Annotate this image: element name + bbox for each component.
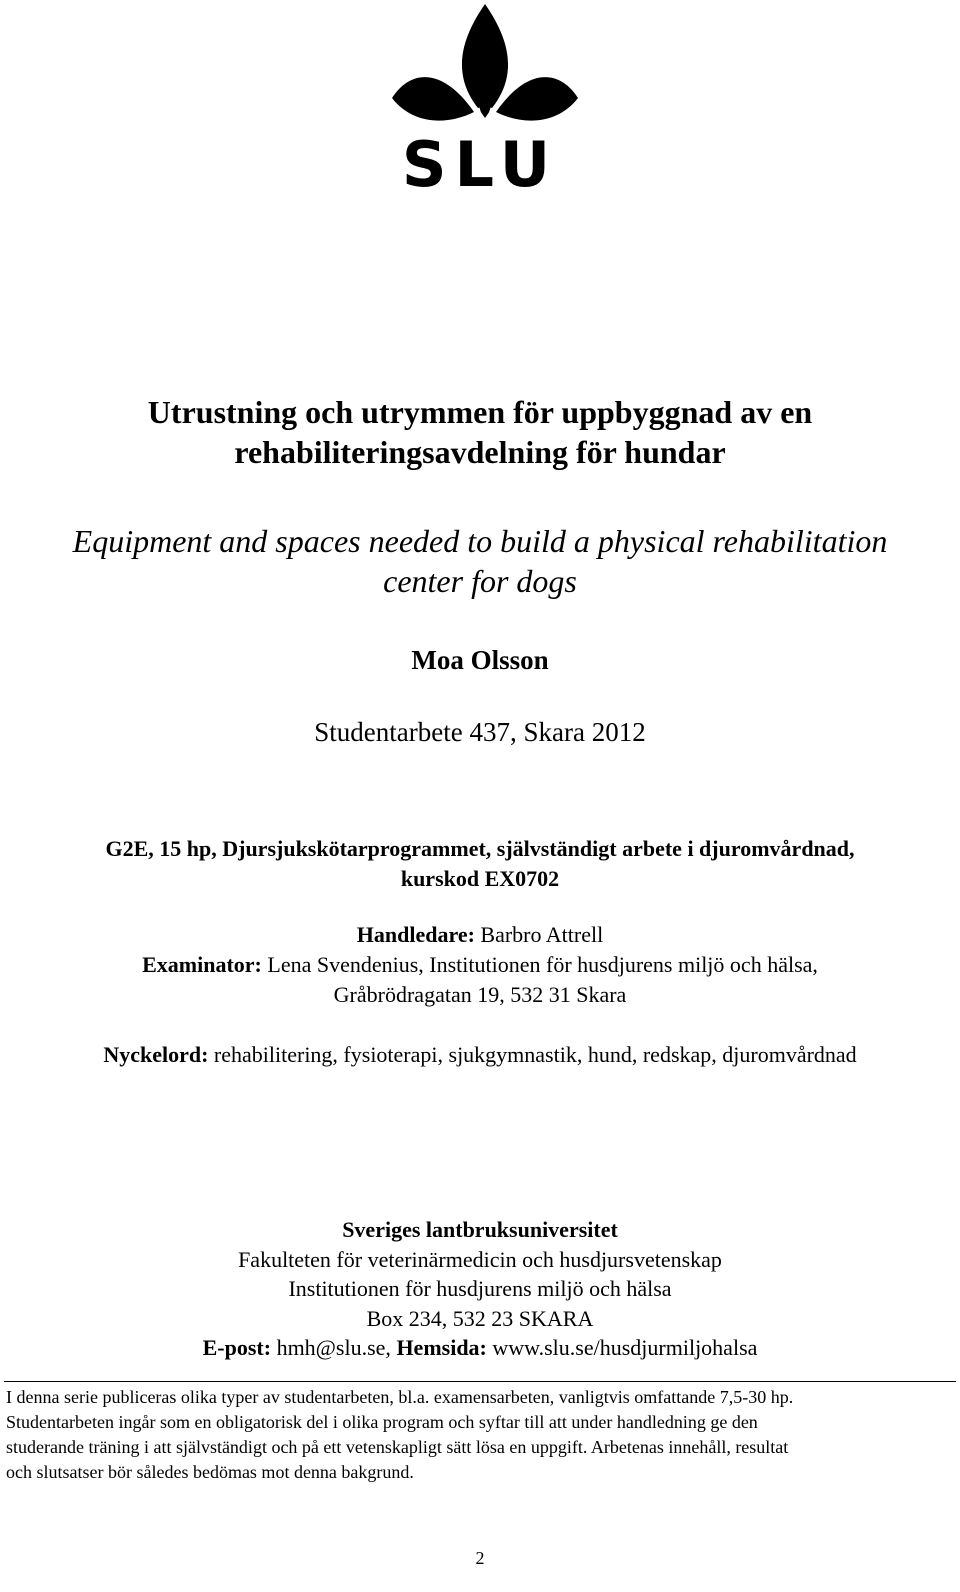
notice-line-3: studerande träning i att självständigt och på ett vetenskapligt sätt lösa en uppgift. Arbetenas innehåll, resultat: [6, 1437, 789, 1457]
title-english-line-2: center for dogs: [383, 563, 577, 599]
supervisor-label: Handledare:: [356, 922, 475, 947]
supervisor-value: Barbro Attrell: [480, 922, 604, 947]
series-notice: [6, 1385, 946, 1485]
examiner-line: [0, 950, 960, 980]
title-swedish: [0, 392, 960, 472]
keywords-line: [0, 1040, 960, 1070]
divider-line: [4, 1381, 956, 1382]
university-name: Sveriges lantbruksuniversitet: [342, 1217, 618, 1242]
email-link[interactable]: hmh@slu.se,: [276, 1335, 391, 1360]
university-address: Box 234, 532 23 SKARA: [366, 1305, 594, 1331]
title-english: [0, 521, 960, 601]
title-swedish-line-1: Utrustning och utrymmen för uppbyggnad av en: [147, 394, 813, 430]
title-english-line-1: Equipment and spaces needed to build a physical rehabilitation: [72, 523, 888, 559]
web-link[interactable]: www.slu.se/husdjurmiljohalsa: [492, 1335, 758, 1360]
email-label: E-post:: [202, 1335, 272, 1360]
department-name: Institutionen för husdjurens miljö och hälsa: [288, 1276, 672, 1301]
title-swedish-line-2: rehabiliteringsavdelning för hundar: [234, 434, 726, 470]
program-line-1: G2E, 15 hp, Djursjukskötarprogrammet, självständigt arbete i djuromvårdnad,: [105, 836, 855, 861]
examiner-label: Examinator:: [142, 952, 262, 977]
supervisor-line: [0, 920, 960, 950]
university-block: [0, 1215, 960, 1363]
contact-line: [0, 1333, 960, 1363]
series-info: Studentarbete 437, Skara 2012: [314, 717, 646, 747]
program-line-2: kurskod EX0702: [400, 866, 560, 891]
author-name: Moa Olsson: [411, 645, 549, 675]
keywords-value: rehabilitering, fysioterapi, sjukgymnastik, hund, redskap, djuromvårdnad: [213, 1042, 857, 1067]
page-number: 2: [475, 1548, 485, 1568]
examiner-value: Lena Svendenius, Institutionen för husdjurens miljö och hälsa,: [267, 952, 818, 977]
slu-logo-text: SLU: [401, 128, 559, 201]
notice-line-2: Studentarbeten ingår som en obligatorisk del i olika program och syftar till att under handledning ge den: [6, 1412, 758, 1432]
program-info: [0, 834, 960, 894]
notice-line-4: och slutsatser bör således bedömas mot denna bakgrund.: [6, 1462, 414, 1482]
people-info: [0, 920, 960, 1010]
keywords-label: Nyckelord:: [103, 1042, 209, 1067]
examiner-address: Gråbrödragatan 19, 532 31 Skara: [333, 982, 627, 1007]
faculty-name: Fakulteten för veterinärmedicin och husdjursvetenskap: [238, 1246, 722, 1272]
web-label: Hemsida:: [396, 1335, 487, 1360]
notice-line-1: I denna serie publiceras olika typer av studentarbeten, bl.a. examensarbeten, vanligtvis omfattande 7,5-30 hp.: [6, 1387, 794, 1407]
